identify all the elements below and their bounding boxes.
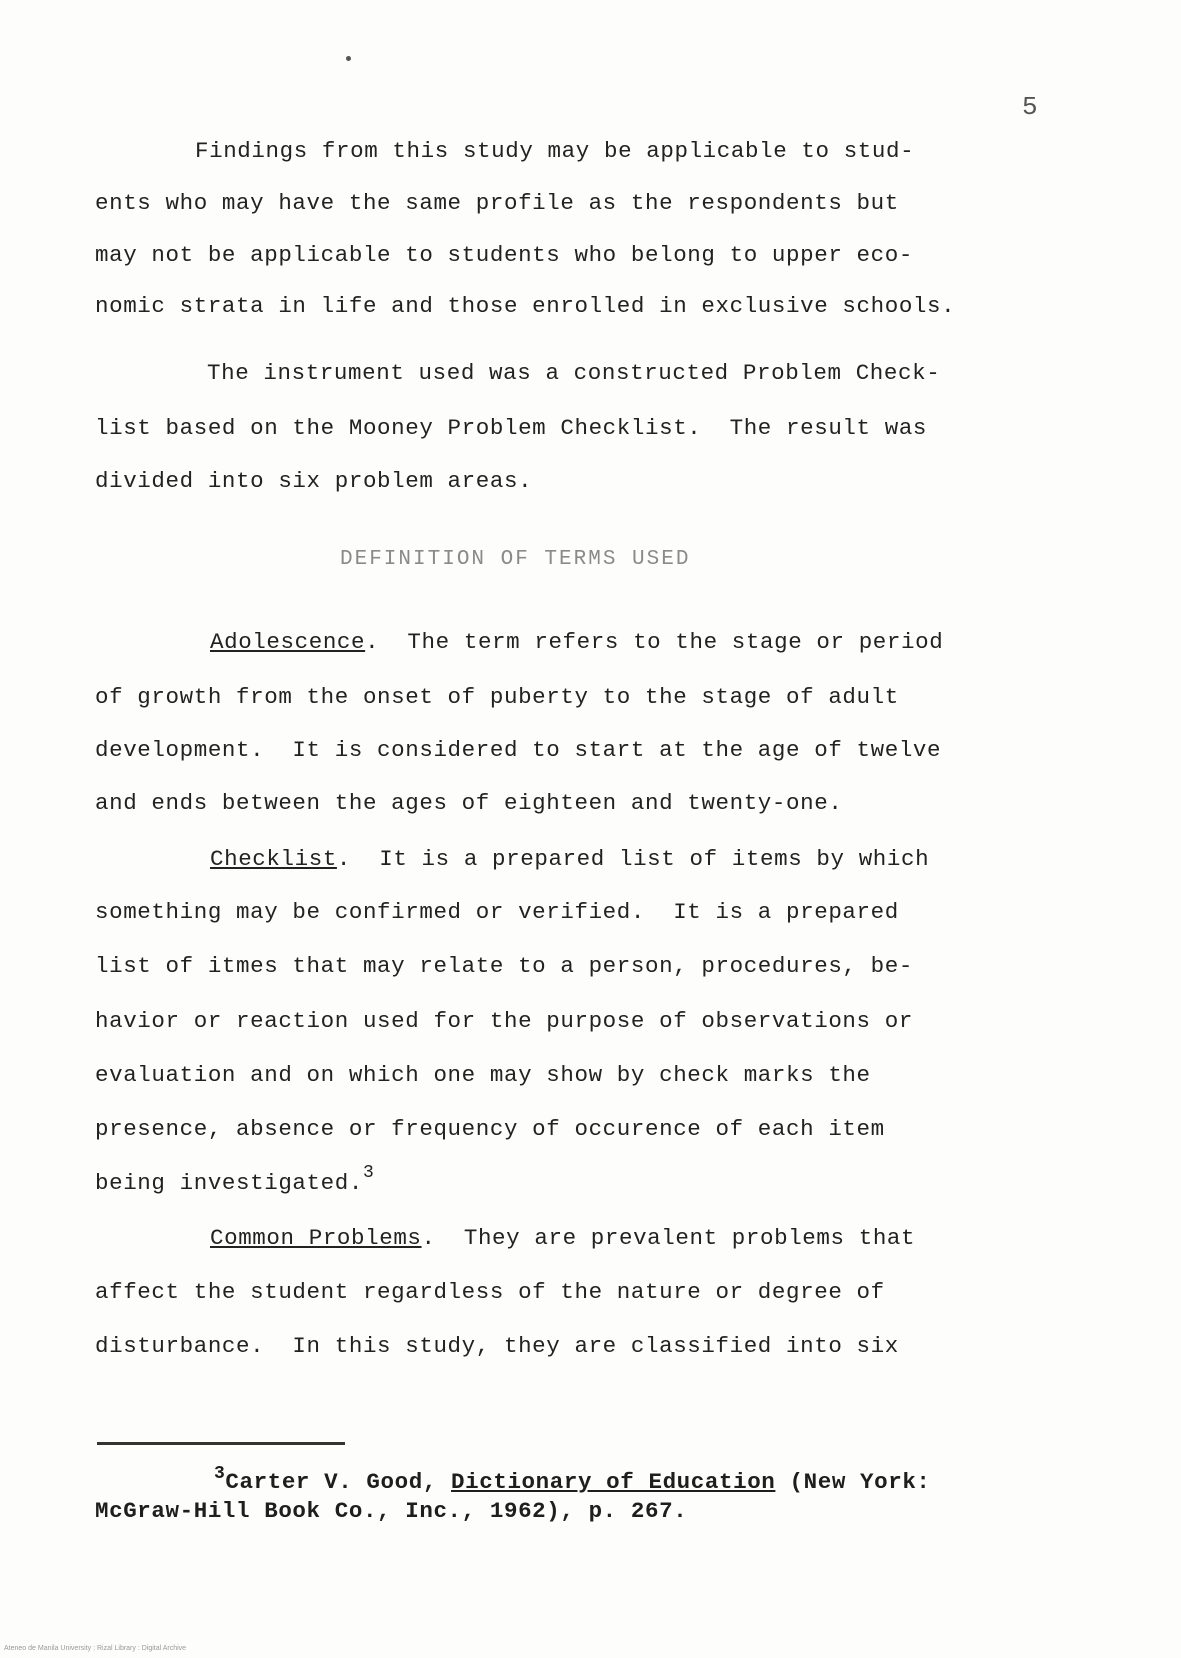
common-problems-first-line: . They are prevalent problems that xyxy=(421,1225,916,1251)
page-number: 5 xyxy=(1022,92,1038,122)
footnote-reference: 3 xyxy=(362,1163,375,1183)
paragraph2-line-3: divided into six problem areas. xyxy=(95,468,533,494)
paragraph1-line-3: may not be applicable to students who belong to upper eco- xyxy=(95,242,913,268)
checklist-line-1 xyxy=(210,844,929,874)
footnote-marker: 3 xyxy=(214,1464,226,1484)
adolescence-line-1 xyxy=(210,627,943,657)
paragraph1-line-2: ents who may have the same profile as the respondents but xyxy=(95,190,899,216)
term-adolescence: Adolescence xyxy=(210,629,366,655)
adolescence-line-2: of growth from the onset of puberty to the stage of adult xyxy=(95,684,899,710)
checklist-line-4: havior or reaction used for the purpose of observations or xyxy=(95,1008,913,1034)
footnote-rule xyxy=(97,1442,345,1445)
footnote-author: Carter V. Good, xyxy=(225,1469,452,1495)
checklist-line-7 xyxy=(95,1163,375,1198)
scan-speck xyxy=(346,56,351,61)
adolescence-first-line: . The term refers to the stage or period xyxy=(365,629,944,655)
checklist-line-5: evaluation and on which one may show by check marks the xyxy=(95,1062,871,1088)
checklist-line-2: something may be confirmed or verified. It is a prepared xyxy=(95,899,899,925)
footnote-title: Dictionary of Education xyxy=(451,1469,776,1495)
checklist-line-3: list of itmes that may relate to a person, procedures, be- xyxy=(95,953,913,979)
paragraph1-line-4: nomic strata in life and those enrolled in exclusive schools. xyxy=(95,293,956,319)
paragraph2-line-1: The instrument used was a constructed Problem Check- xyxy=(207,360,941,386)
paragraph1-line-1: Findings from this study may be applicable to stud- xyxy=(195,138,915,164)
scan-credit: Ateneo de Manila University : Rizal Library : Digital Archive xyxy=(4,1645,187,1652)
checklist-line-6: presence, absence or frequency of occurence of each item xyxy=(95,1116,885,1142)
common-problems-line-3: disturbance. In this study, they are classified into six xyxy=(95,1333,899,1359)
checklist-last-line: being investigated. xyxy=(95,1170,363,1196)
term-checklist: Checklist xyxy=(210,846,337,872)
adolescence-line-3: development. It is considered to start at the age of twelve xyxy=(95,737,942,763)
paragraph2-line-2: list based on the Mooney Problem Checklist. The result was xyxy=(95,415,928,441)
footnote-citation: (New York: xyxy=(775,1469,931,1495)
term-common-problems: Common Problems xyxy=(210,1225,422,1251)
common-problems-line-2: affect the student regardless of the nature or degree of xyxy=(95,1279,885,1305)
section-heading: DEFINITION OF TERMS USED xyxy=(340,548,691,571)
common-problems-line-1 xyxy=(210,1223,915,1253)
adolescence-line-4: and ends between the ages of eighteen and twenty-one. xyxy=(95,790,843,816)
footnote-line-2: McGraw-Hill Book Co., Inc., 1962), p. 267. xyxy=(95,1498,688,1524)
footnote-line-1 xyxy=(214,1464,931,1496)
checklist-first-line: . It is a prepared list of items by which xyxy=(336,846,930,872)
